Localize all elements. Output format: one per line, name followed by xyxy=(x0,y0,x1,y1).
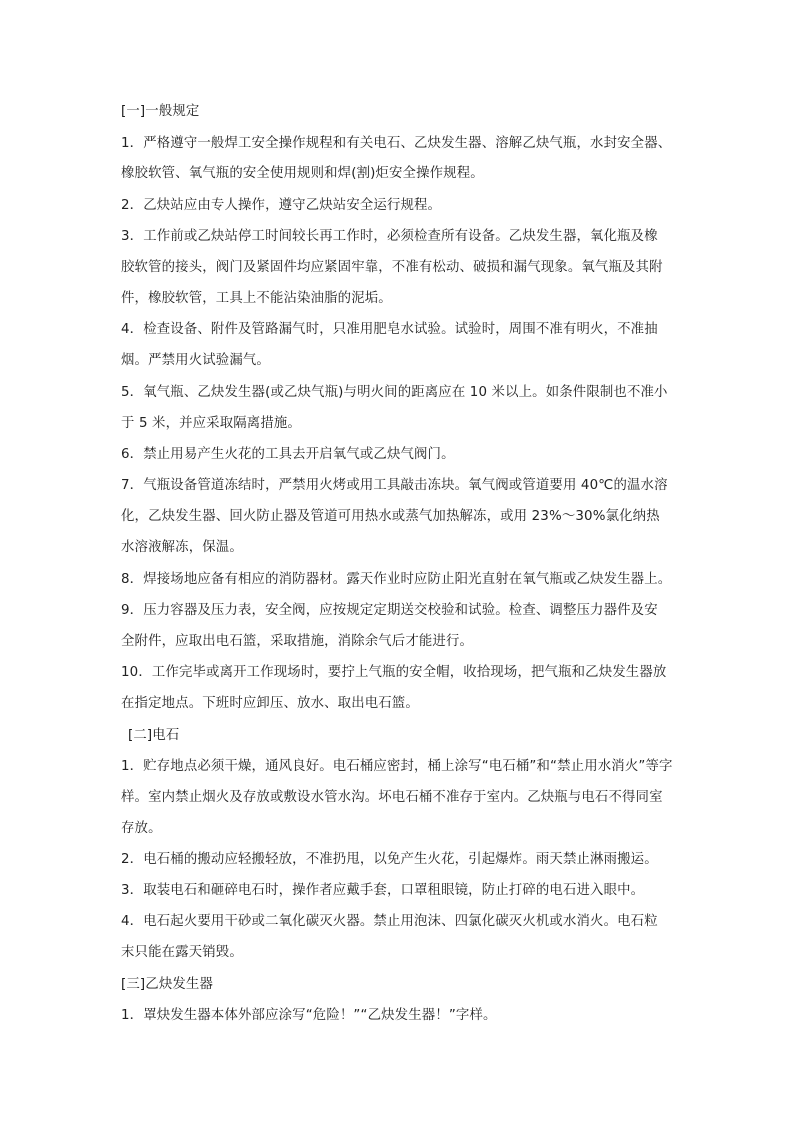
paragraph-line: 末只能在露天销毁。 xyxy=(121,945,243,960)
paragraph-line: 样。室内禁止烟火及存放或敷设水管水沟。坏电石桶不准存于室内。乙炔瓶与电石不得同室 xyxy=(121,790,663,805)
paragraph-line: 7．气瓶设备管道冻结时，严禁用火烤或用工具敲击冻块。氧气阀或管道要用 40℃的温水溶 xyxy=(121,478,668,493)
paragraph-line: 10．工作完毕或离开工作现场时，要拧上气瓶的安全帽，收拾现场，把气瓶和乙炔发生器放 xyxy=(121,665,667,680)
paragraph-line: 2．电石桶的搬动应轻搬轻放，不准扔甩，以免产生火花，引起爆炸。雨天禁止淋雨搬运。 xyxy=(121,852,658,867)
paragraph-line: 1．罩炔发生器本体外部应涂写“危险！”“乙炔发生器！”字样。 xyxy=(121,1008,497,1023)
paragraph-line: 1．贮存地点必须干燥，通风良好。电石桶应密封，桶上涂写“电石桶”和“禁止用水消火”等字 xyxy=(121,759,673,774)
paragraph-line: 橡胶软管、氧气瓶的安全使用规则和焊(割)炬安全操作规程。 xyxy=(121,166,484,181)
paragraph-line: 5．氧气瓶、乙炔发生器(或乙炔气瓶)与明火间的距离应在 10 米以上。如条件限制也不准小 xyxy=(121,385,668,400)
section-heading-acetylene-generator: [三]乙炔发生器 xyxy=(121,977,213,992)
paragraph-line: 胶软管的接头，阀门及紧固件均应紧固牢靠，不准有松动、破损和漏气现象。氧气瓶及其附 xyxy=(121,260,663,275)
paragraph-line: 烟。严禁用火试验漏气。 xyxy=(121,353,270,368)
paragraph-line: 9．压力容器及压力表，安全阀，应按规定定期送交校验和试验。检查、调整压力器件及安 xyxy=(121,603,658,618)
paragraph-line: 3．工作前或乙炔站停工时间较长再工作时，必须检查所有设备。乙炔发生器，氧化瓶及橡 xyxy=(121,229,658,244)
paragraph-line: 化，乙炔发生器、回火防止器及管道可用热水或蒸气加热解冻，或用 23%～30%氯化纳热 xyxy=(121,509,660,524)
section-heading-calcium-carbide: [二]电石 xyxy=(128,728,180,743)
paragraph-line: 2．乙炔站应由专人操作，遵守乙炔站安全运行规程。 xyxy=(121,198,442,213)
paragraph-line: 在指定地点。下班时应卸压、放水、取出电石篮。 xyxy=(121,696,419,711)
paragraph-line: 6．禁止用易产生火花的工具去开启氧气或乙炔气阀门。 xyxy=(121,447,455,462)
paragraph-line: 于 5 米，并应采取隔离措施。 xyxy=(121,416,301,431)
paragraph-line: 3．取装电石和砸碎电石时，操作者应戴手套，口罩租眼镜，防止打碎的电石进入眼中。 xyxy=(121,883,645,898)
paragraph-line: 全附件，应取出电石篮，采取措施，消除余气后才能进行。 xyxy=(121,634,474,649)
paragraph-line: 件，橡胶软管，工具上不能沾染油脂的泥垢。 xyxy=(121,291,392,306)
paragraph-line: 4．电石起火要用干砂或二氧化碳灭火器。禁止用泡沫、四氯化碳灭火机或水消火。电石粒 xyxy=(121,914,658,929)
paragraph-line: 存放。 xyxy=(121,821,162,836)
paragraph-line: 水溶液解冻，保温。 xyxy=(121,540,243,555)
paragraph-line: 4．检查设备、附件及管路漏气时，只准用肥皂水试验。试验时，周围不准有明火，不准抽 xyxy=(121,322,658,337)
section-heading-general: [一]一般规定 xyxy=(121,104,200,119)
paragraph-line: 8．焊接场地应备有相应的消防器材。露天作业时应防止阳光直射在氧气瓶或乙炔发生器上。 xyxy=(121,572,672,587)
paragraph-line: 1．严格遵守一般焊工安全操作规程和有关电石、乙炔发生器、溶解乙炔气瓶，水封安全器、 xyxy=(121,136,672,151)
